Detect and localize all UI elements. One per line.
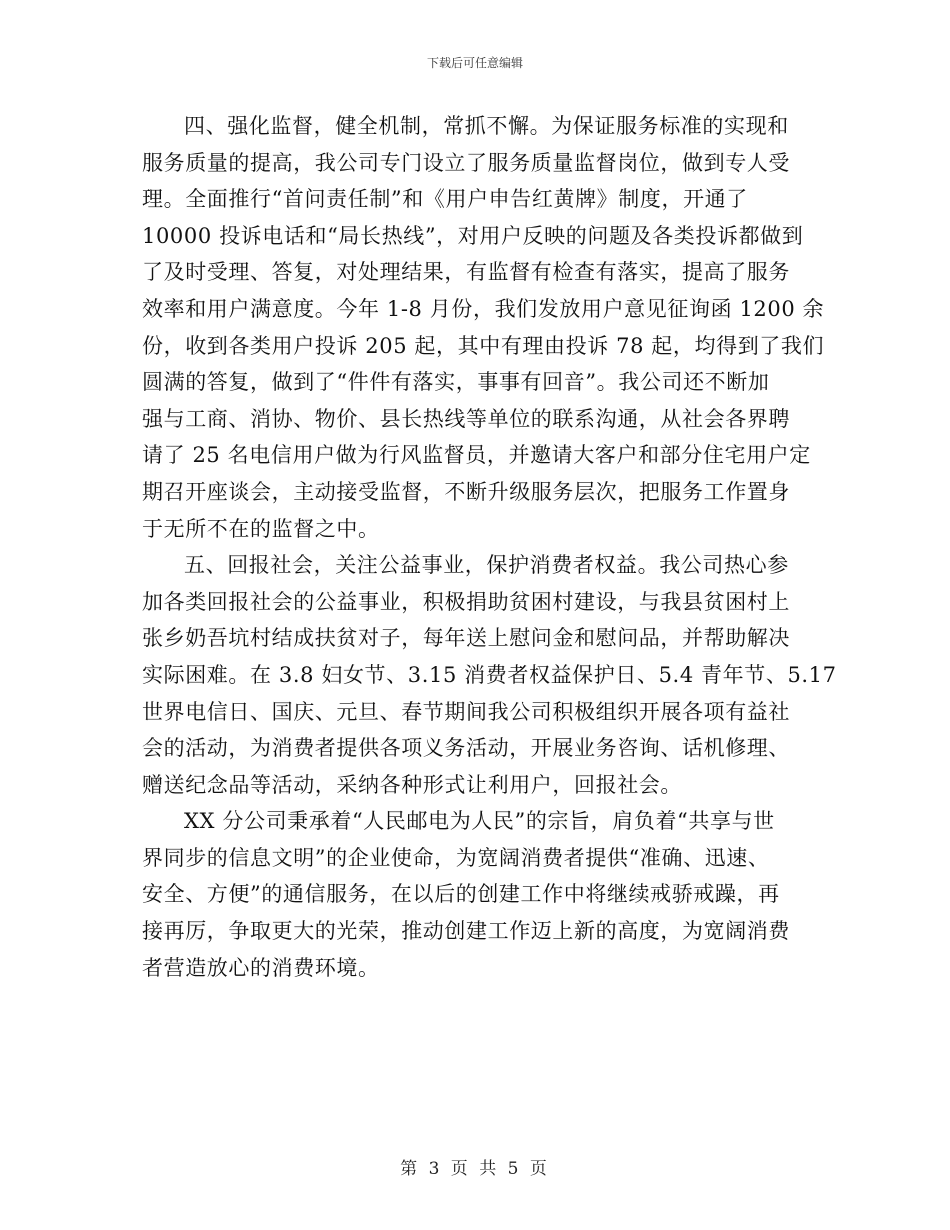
text-line: 期召开座谈会，主动接受监督，不断升级服务层次，把服务工作置身 <box>142 479 790 504</box>
paragraph-conclusion <box>142 803 806 986</box>
text-line: 效率和用户满意度。今年 1-8 月份，我们发放用户意见征询函 1200 余 <box>142 296 825 321</box>
text-line: 者营造放心的消费环境。 <box>142 955 380 980</box>
text-line: 强与工商、消协、物价、县长热线等单位的联系沟通，从社会各界聘 <box>142 406 790 431</box>
text-line: 份，收到各类用户投诉 205 起，其中有理由投诉 78 起，均得到了我们 <box>142 333 825 358</box>
text-line: 赠送纪念品等活动，采纳各种形式让利用户，回报社会。 <box>142 772 682 797</box>
text-line: 五、回报社会，关注公益事业，保护消费者权益。我公司热心参 <box>184 553 789 578</box>
text-line: 四、强化监督，健全机制，常抓不懈。为保证服务标准的实现和 <box>184 114 789 138</box>
text-line: 10000 投诉电话和“局长热线”，对用户反映的问题及各类投诉都做到 <box>142 223 804 248</box>
text-line: 安全、方便”的通信服务，在以后的创建工作中将继续戒骄戒躁，再 <box>142 882 780 907</box>
text-line: 圆满的答复，做到了“件件有落实，事事有回音”。我公司还不断加 <box>142 370 770 395</box>
text-line: 接再厉，争取更大的光荣，推动创建工作迈上新的高度，为宽阔消费 <box>142 919 790 944</box>
page-number: 第 3 页 共 5 页 <box>400 1159 550 1179</box>
text-line: 实际困难。在 3.8 妇女节、3.15 消费者权益保护日、5.4 青年节、5.17 <box>142 662 837 687</box>
text-line: 了及时受理、答复，对处理结果，有监督有检查有落实，提高了服务 <box>142 260 790 285</box>
text-line: 请了 25 名电信用户做为行风监督员，并邀请大客户和部分住宅用户定 <box>142 443 811 468</box>
text-line: 于无所不在的监督之中。 <box>142 516 380 541</box>
text-line: 服务质量的提高，我公司专门设立了服务质量监督岗位，做到专人受 <box>142 150 790 175</box>
document-body <box>142 108 837 986</box>
text-line: 世界电信日、国庆、元旦、春节期间我公司积极组织开展各项有益社 <box>142 699 790 724</box>
text-line: 会的活动，为消费者提供各项义务活动，开展业务咨询、话机修理、 <box>142 736 790 761</box>
text-line: 张乡奶吾坑村结成扶贫对子，每年送上慰问金和慰问品，并帮助解决 <box>142 626 790 651</box>
text-line: 理。全面推行“首问责任制”和《用户申告红黄牌》制度，开通了 <box>142 187 748 212</box>
text-line: XX 分公司秉承着“人民邮电为人民”的宗旨，肩负着“共享与世 <box>184 809 775 834</box>
text-line: 界同步的信息文明”的企业使命，为宽阔消费者提供“准确、迅速、 <box>142 845 770 870</box>
text-line: 加各类回报社会的公益事业，积极捐助贫困村建设，与我县贫困村上 <box>142 589 790 614</box>
paragraph-public-welfare <box>142 547 837 803</box>
page-header-note: 下载后可任意编辑 <box>426 56 523 70</box>
paragraph-supervision <box>142 108 825 547</box>
